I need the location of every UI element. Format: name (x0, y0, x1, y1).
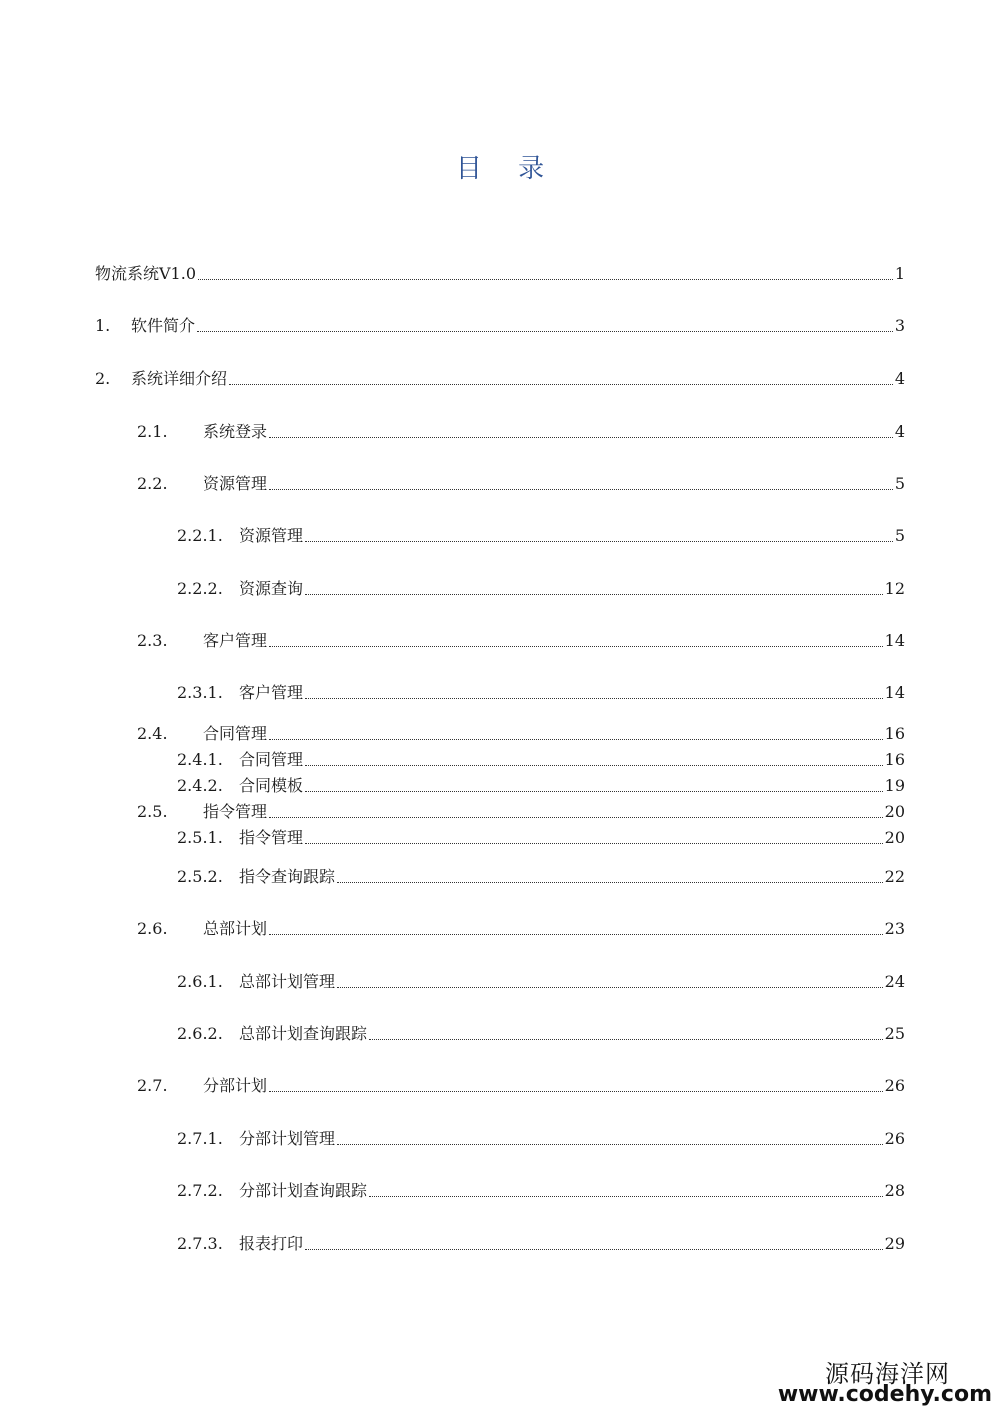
toc-entry-page: 1 (894, 264, 905, 283)
toc-entry[interactable] (95, 917, 905, 939)
toc-entry-page: 28 (884, 1181, 905, 1200)
toc-entry-label: 总部计划查询跟踪 (239, 1024, 368, 1043)
toc-entry-number: 2.3.1. (177, 683, 223, 702)
toc-entry-page: 22 (884, 867, 905, 886)
toc-entry-number: 2.5.1. (177, 828, 223, 847)
toc-dot-leader (305, 541, 893, 542)
toc-dot-leader (305, 594, 883, 595)
toc-dot-leader (305, 698, 883, 699)
toc-entry-label: 资源查询 (239, 579, 304, 598)
toc-entry[interactable] (95, 865, 905, 887)
toc-entry-page: 29 (884, 1234, 905, 1253)
toc-entry-page: 19 (884, 776, 905, 795)
toc-entry-label: 分部计划查询跟踪 (239, 1181, 368, 1200)
toc-entry-label: 总部计划 (203, 919, 268, 938)
toc-dot-leader (305, 791, 883, 792)
toc-dot-leader (269, 817, 883, 818)
toc-entry-label: 报表打印 (239, 1234, 304, 1253)
toc-entry-label: 软件简介 (131, 316, 196, 335)
toc-entry-page: 20 (884, 802, 905, 821)
toc-dot-leader (369, 1196, 883, 1197)
toc-entry[interactable] (95, 262, 905, 284)
toc-entry-page: 5 (894, 474, 905, 493)
toc-entry[interactable] (95, 1074, 905, 1096)
toc-entry-number: 2.6.1. (177, 972, 223, 991)
watermark-text: 源码海洋网 (825, 1360, 950, 1388)
toc-entry-number: 2.3. (137, 631, 168, 650)
toc-entry-number: 2.6. (137, 919, 168, 938)
toc-entry[interactable] (95, 1179, 905, 1201)
toc-entry-page: 26 (884, 1076, 905, 1095)
toc-entry[interactable] (95, 1127, 905, 1149)
toc-dot-leader (337, 882, 883, 883)
toc-entry-label: 合同管理 (239, 750, 304, 769)
toc-entry[interactable] (95, 826, 905, 848)
toc-entry-label: 客户管理 (239, 683, 304, 702)
toc-dot-leader (269, 489, 893, 490)
toc-entry-page: 25 (884, 1024, 905, 1043)
toc-entry[interactable] (95, 1022, 905, 1044)
toc-entry-number: 2.2.2. (177, 579, 223, 598)
toc-dot-leader (198, 279, 893, 280)
toc-entry-number: 2.5.2. (177, 867, 223, 886)
toc-entry-label: 资源管理 (239, 526, 304, 545)
toc-entry-number: 2.4.2. (177, 776, 223, 795)
toc-entry[interactable] (95, 800, 905, 822)
toc-entry[interactable] (95, 681, 905, 703)
toc-entry[interactable] (95, 314, 905, 336)
toc-entry[interactable] (95, 577, 905, 599)
toc-entry-label: 资源管理 (203, 474, 268, 493)
toc-entry-number: 2.7.1. (177, 1129, 223, 1148)
toc-entry-label: 指令管理 (239, 828, 304, 847)
toc-dot-leader (269, 739, 883, 740)
toc-entry-page: 14 (884, 683, 905, 702)
toc-entry[interactable] (95, 1232, 905, 1254)
toc-entry-label: 合同管理 (203, 724, 268, 743)
toc-entry-number: 2.7.2. (177, 1181, 223, 1200)
toc-dot-leader (305, 843, 883, 844)
toc-dot-leader (337, 1144, 883, 1145)
toc-entry-label: 物流系统V1.0 (95, 264, 197, 283)
toc-entry-label: 指令查询跟踪 (239, 867, 336, 886)
toc-entry[interactable] (95, 367, 905, 389)
toc-entry-page: 5 (894, 526, 905, 545)
toc-entry-number: 2.2. (137, 474, 168, 493)
toc-entry-number: 2.2.1. (177, 526, 223, 545)
toc-entry-page: 3 (894, 316, 905, 335)
toc-entry[interactable] (95, 420, 905, 442)
toc-entry-page: 23 (884, 919, 905, 938)
watermark-url: www.codehy.com (777, 1382, 992, 1407)
toc-entry[interactable] (95, 970, 905, 992)
toc-dot-leader (305, 1249, 883, 1250)
toc-entry-label: 系统登录 (203, 422, 268, 441)
toc-dot-leader (197, 331, 893, 332)
toc-entry-label: 分部计划管理 (239, 1129, 336, 1148)
toc-entry[interactable] (95, 748, 905, 770)
toc-entry-label: 指令管理 (203, 802, 268, 821)
toc-entry-page: 16 (884, 750, 905, 769)
toc-entry-page: 14 (884, 631, 905, 650)
toc-entry-label: 系统详细介绍 (131, 369, 228, 388)
toc-entry-number: 2.7.3. (177, 1234, 223, 1253)
toc-entry-page: 26 (884, 1129, 905, 1148)
toc-entry-number: 2.4.1. (177, 750, 223, 769)
toc-entry-page: 20 (884, 828, 905, 847)
toc-dot-leader (305, 765, 883, 766)
toc-entry-label: 合同模板 (239, 776, 304, 795)
toc-entry[interactable] (95, 524, 905, 546)
toc-entry-label: 总部计划管理 (239, 972, 336, 991)
toc-entry-number: 2. (95, 369, 111, 388)
toc-entry[interactable] (95, 629, 905, 651)
toc-entry-number: 2.7. (137, 1076, 168, 1095)
toc-entry-page: 16 (884, 724, 905, 743)
toc-entry-number: 2.4. (137, 724, 168, 743)
toc-dot-leader (269, 1091, 883, 1092)
toc-entry[interactable] (95, 472, 905, 494)
toc-dot-leader (269, 934, 883, 935)
toc-entry-number: 1. (95, 316, 111, 335)
toc-entry-number: 2.5. (137, 802, 168, 821)
toc-entry-page: 12 (884, 579, 905, 598)
toc-entry-page: 4 (894, 422, 905, 441)
toc-dot-leader (369, 1039, 883, 1040)
toc-title: 目 录 (455, 154, 559, 184)
toc-dot-leader (229, 384, 893, 385)
toc-dot-leader (269, 437, 893, 438)
toc-entry[interactable] (95, 722, 905, 744)
toc-entry[interactable] (95, 774, 905, 796)
toc-entry-label: 分部计划 (203, 1076, 268, 1095)
toc-entry-page: 4 (894, 369, 905, 388)
toc-entry-page: 24 (884, 972, 905, 991)
toc-entry-number: 2.6.2. (177, 1024, 223, 1043)
toc-entry-label: 客户管理 (203, 631, 268, 650)
toc-dot-leader (269, 646, 883, 647)
toc-entry-number: 2.1. (137, 422, 168, 441)
toc-dot-leader (337, 987, 883, 988)
